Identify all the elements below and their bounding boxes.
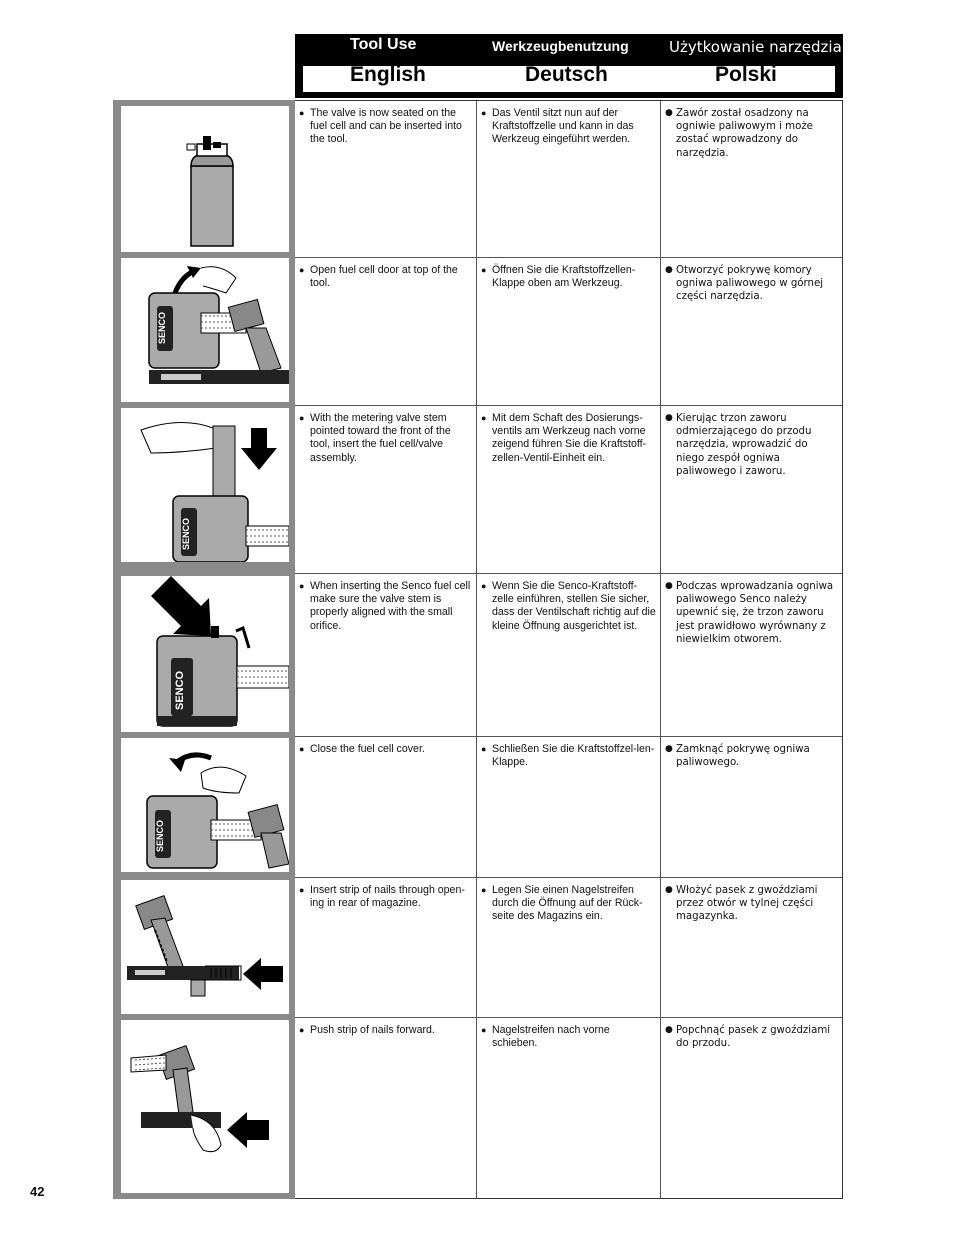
cell-en: ● Open fuel cell door at top of the tool. <box>299 264 458 290</box>
language-header <box>295 34 843 98</box>
instruction-text: Schließen Sie die Kraftstoffzel-len-Klappe. <box>492 743 655 769</box>
table-row <box>295 574 842 737</box>
cell-en: ● Push strip of nails forward. <box>299 1024 435 1036</box>
instruction-text: Open fuel cell door at top of the tool. <box>310 264 458 290</box>
instruction-text: Close the fuel cell cover. <box>310 743 425 755</box>
instruction-text: Podczas wprowadzania ogniwa paliwowego Senco należy upewnić się, że trzon zaworu jest prawidłowo wyrównany z niewielkim otworem. <box>676 581 834 645</box>
illustration-align-valve <box>121 576 289 732</box>
senco-logo: SENCO <box>181 517 191 550</box>
cell-de: ● Schließen Sie die Kraftstoffzel-len-Klappe. <box>476 737 660 877</box>
instruction-text: Otworzyć pokrywę komory ogniwa paliwowego w górnej części narzędzia. <box>676 265 824 303</box>
table-row <box>295 1018 842 1199</box>
instruction-text: Insert strip of nails through open-ing in rear of magazine. <box>310 884 465 910</box>
cell-de: ● Öffnen Sie die Kraftstoffzellen-Klappe oben am Werkzeug. <box>476 258 660 405</box>
illustration-close-cover <box>121 738 289 872</box>
language-label-de: Deutsch <box>525 63 608 86</box>
instruction-text: Kierując trzon zaworu odmierzającego do przodu narzędzia, wprowadzić do niego zespół ogniwa paliwowego i zaworu. <box>676 413 812 477</box>
illustration-insert-fuel-cell <box>121 408 289 562</box>
instruction-text: The valve is now seated on the fuel cell and can be inserted into the tool. <box>310 107 462 146</box>
instruction-text: With the metering valve stem pointed toward the front of the tool, insert the fuel cell/valve assembly. <box>310 412 451 464</box>
table-row <box>295 406 842 574</box>
page-number: 42 <box>30 1184 45 1199</box>
section-title-pl: Użytkowanie narzędzia <box>669 38 842 56</box>
instruction-text: Wenn Sie die Senco-Kraftstoff-zelle einführen, stellen Sie sicher, dass der Ventilschaft richtig auf die kleine Öffnung ausgerichtet ist. <box>492 580 656 632</box>
cell-de: ● Das Ventil sitzt nun auf der Kraftstoffzelle und kann in das Werkzeug eingeführt werden. <box>476 101 660 257</box>
instruction-text: Włożyć pasek z gwoździami przez otwór w tylnej części magazynka. <box>676 885 818 923</box>
cell-de: ● Legen Sie einen Nagelstreifen durch die Öffnung auf der Rück-seite des Magazins ein. <box>476 878 660 1017</box>
section-title-de: Werkzeugbenutzung <box>492 38 629 54</box>
cell-de: ● Mit dem Schaft des Dosierungs-ventils am Werkzeug nach vorne zeigend führen Sie die Kraftstoff-zellen-Ventil-Einheit ein. <box>476 406 660 573</box>
cell-en: ● When inserting the Senco fuel cell make sure the valve stem is properly aligned with the small orifice. <box>299 580 471 632</box>
cell-pl: ● Kierując trzon zaworu odmierzającego do przodu narzędzia, wprowadzić do niego zespół ogniwa paliwowego i zaworu. <box>660 406 842 573</box>
senco-logo: SENCO <box>174 670 186 710</box>
illustration-insert-nails <box>121 880 289 1014</box>
cell-en: ● With the metering valve stem pointed toward the front of the tool, insert the fuel cell/valve assembly. <box>299 412 451 464</box>
illustration-column <box>113 100 295 1199</box>
instruction-text: Legen Sie einen Nagelstreifen durch die Öffnung auf der Rück-seite des Magazins ein. <box>492 884 643 923</box>
instruction-table <box>295 100 843 1199</box>
illustration-open-door <box>121 258 289 402</box>
table-row <box>295 101 842 258</box>
language-label-pl: Polski <box>715 63 777 86</box>
illustration-fuel-cell-valve <box>121 106 289 252</box>
instruction-text: When inserting the Senco fuel cell make sure the valve stem is properly aligned with the small orifice. <box>310 580 471 632</box>
instruction-text: Zawór został osadzony na ogniwie paliwowym i może zostać wprowadzony do narzędzia. <box>676 108 813 159</box>
language-label-en: English <box>350 63 426 86</box>
senco-logo: SENCO <box>157 311 167 344</box>
illustration-push-nails <box>121 1020 289 1193</box>
cell-pl: ● Popchnąć pasek z gwoździami do przodu. <box>660 1018 842 1199</box>
instruction-text: Push strip of nails forward. <box>310 1024 435 1036</box>
cell-pl: ● Włożyć pasek z gwoździami przez otwór w tylnej części magazynka. <box>660 878 842 1017</box>
table-row <box>295 258 842 406</box>
cell-en: ● Insert strip of nails through open-ing in rear of magazine. <box>299 884 465 910</box>
cell-en: ● Close the fuel cell cover. <box>299 743 425 755</box>
senco-logo: SENCO <box>155 819 165 852</box>
cell-pl: ● Otworzyć pokrywę komory ogniwa paliwowego w górnej części narzędzia. <box>660 258 842 405</box>
instruction-text: Öffnen Sie die Kraftstoffzellen-Klappe oben am Werkzeug. <box>492 264 636 290</box>
table-row <box>295 737 842 878</box>
instruction-text: Popchnąć pasek z gwoździami do przodu. <box>676 1025 831 1050</box>
instruction-text: Zamknąć pokrywę ogniwa paliwowego. <box>676 744 810 769</box>
cell-de: ● Wenn Sie die Senco-Kraftstoff-zelle einführen, stellen Sie sicher, dass der Ventilschaft richtig auf die kleine Öffnung ausgerichtet ist. <box>476 574 660 736</box>
instruction-text: Nagelstreifen nach vorne schieben. <box>492 1024 610 1050</box>
instruction-text: Mit dem Schaft des Dosierungs-ventils am Werkzeug nach vorne zeigend führen Sie die Kraftstoff-zellen-Ventil-Einheit ein. <box>492 412 647 464</box>
cell-pl: ● Podczas wprowadzania ogniwa paliwowego Senco należy upewnić się, że trzon zaworu jest prawidłowo wyrównany z niewielkim otworem. <box>660 574 842 736</box>
cell-de: ● Nagelstreifen nach vorne schieben. <box>476 1018 660 1199</box>
section-title-en: Tool Use <box>350 36 417 53</box>
table-row <box>295 878 842 1018</box>
instruction-text: Das Ventil sitzt nun auf der Kraftstoffzelle und kann in das Werkzeug eingeführt werden. <box>492 107 634 146</box>
cell-en: ● The valve is now seated on the fuel cell and can be inserted into the tool. <box>299 107 462 146</box>
cell-pl: ● Zamknąć pokrywę ogniwa paliwowego. <box>660 737 842 877</box>
cell-pl: ● Zawór został osadzony na ogniwie paliwowym i może zostać wprowadzony do narzędzia. <box>660 101 842 257</box>
